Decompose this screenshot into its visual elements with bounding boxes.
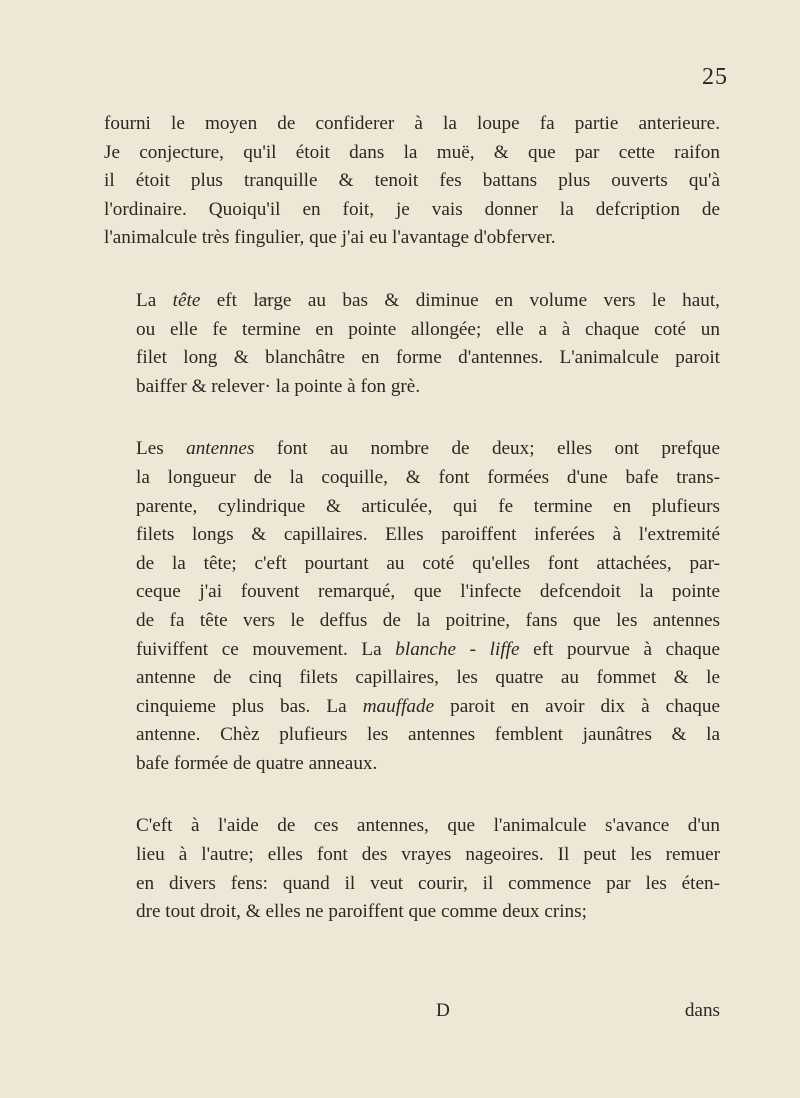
paragraph (104, 812, 720, 926)
text-line: de la tête; c'eft pourtant au coté qu'elles font attachées, par- (136, 552, 720, 574)
italic-term: tête (172, 289, 201, 311)
text-line: l'ordinaire. Quoiqu'il en foit, je vais donner la defcription de (104, 198, 720, 220)
text-line: l'animalcule très fingulier, que j'ai eu l'avantage d'obferver. (104, 227, 556, 249)
text-line: dre tout droit, & elles ne paroiffent que comme deux crins; (136, 901, 587, 923)
text-segment: eft large au bas & diminue en volume vers le haut, (200, 289, 720, 311)
text-line (104, 435, 720, 464)
text-line: filet long & blanchâtre en forme d'antennes. L'animalcule paroit (136, 347, 720, 369)
text-line: bafe formée de quatre anneaux. (136, 752, 378, 774)
italic-term: blanche - liffe (395, 638, 520, 660)
text-line: filets longs & capillaires. Elles paroiffent inferées à l'extremité (136, 524, 720, 546)
text-line: ou elle fe termine en pointe allongée; elle a à chaque coté un (136, 318, 720, 340)
text-line: fourni le moyen de confiderer à la loupe fa partie anterieure. (104, 113, 720, 134)
text-line: en divers fens: quand il veut courir, il commence par les éten- (136, 872, 720, 894)
text-line: lieu à l'autre; elles font des vrayes nageoires. Il peut les remuer (136, 844, 720, 866)
text-segment: La (136, 289, 173, 311)
text-line: la longueur de la coquille, & font formées d'une bafe trans- (136, 466, 720, 488)
catchword: dans (684, 1000, 720, 1021)
text-line (104, 636, 720, 665)
signature-mark: D (436, 1000, 450, 1021)
italic-term: antennes (186, 438, 255, 460)
text-line: C'eft à l'aide de ces antennes, que l'animalcule s'avance d'un (136, 815, 720, 837)
text-segment: paroit en avoir dix à chaque (434, 695, 721, 717)
text-segment: eft pourvue à chaque (519, 638, 720, 660)
page-footer (104, 1000, 720, 1030)
text-line: de fa tête vers le deffus de la poitrine, fans que les antennes (136, 609, 720, 631)
text-line: parente, cylindrique & articulée, qui fe termine en plufieurs (136, 495, 720, 517)
text-line: il étoit plus tranquille & tenoit fes battans plus ouverts qu'à (104, 170, 720, 192)
paragraph (104, 110, 720, 253)
text-line: antenne de cinq filets capillaires, les quatre au fommet & le (136, 667, 720, 689)
text-segment: fuiviffent ce mouvement. La (136, 638, 396, 660)
italic-term: mauffade (362, 695, 435, 717)
paragraph (104, 435, 720, 778)
text-line: baiffer & relever· la pointe à fon grè. (136, 375, 421, 397)
text-line: Je conjecture, qu'il étoit dans la muë, & que par cette raifon (104, 141, 720, 163)
body-text (104, 110, 720, 961)
text-line: antenne. Chèz plufieurs les antennes femblent jaunâtres & la (136, 724, 720, 746)
paragraph (104, 287, 720, 401)
text-line (104, 693, 720, 722)
text-segment: font au nombre de deux; elles ont prefque (254, 438, 720, 460)
text-line: ceque j'ai fouvent remarqué, que l'infecte defcendoit la pointe (136, 581, 720, 603)
page-number: 25 (702, 64, 728, 90)
text-segment: Les (136, 438, 187, 460)
text-line (104, 287, 720, 316)
text-segment: cinquieme plus bas. La (136, 695, 363, 717)
